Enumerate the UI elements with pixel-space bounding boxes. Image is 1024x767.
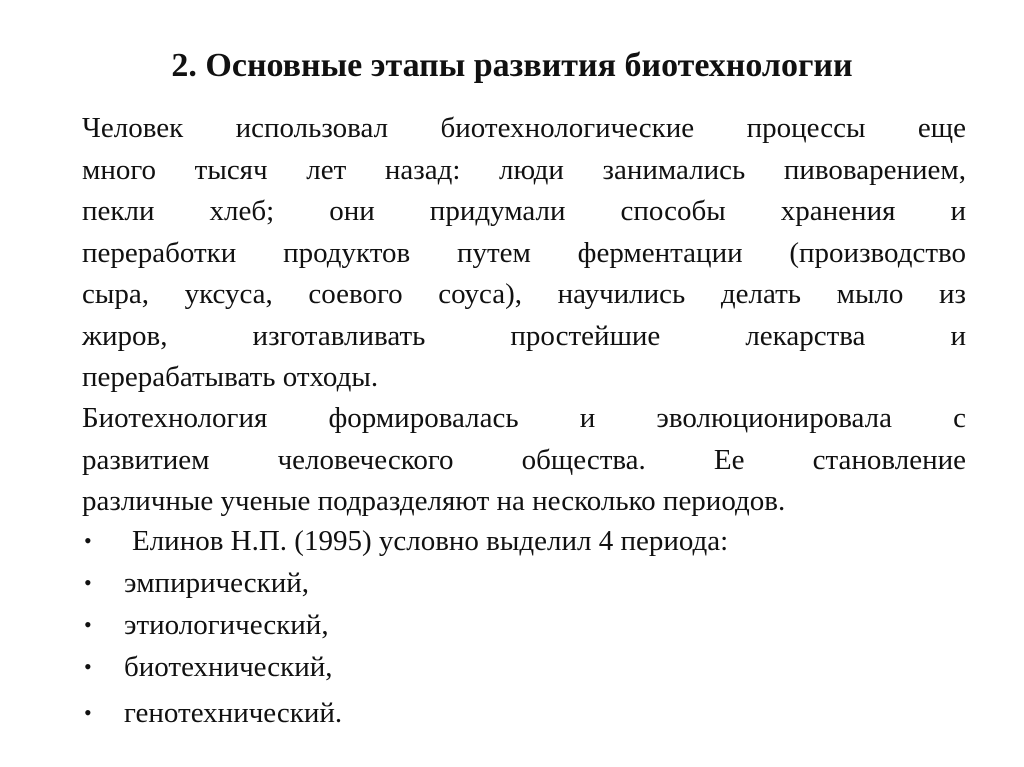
periods-list [82, 520, 966, 734]
list-item [82, 646, 966, 688]
bullet-icon: • [84, 654, 92, 679]
paragraph-line: сыра, уксуса, соевого соуса), научились делать мыло из [82, 278, 966, 310]
list-item-text: этиологический, [124, 609, 329, 641]
paragraph-line: различные ученые подразделяют на несколько периодов. [82, 485, 786, 517]
paragraph-line: Человек использовал биотехнологические процессы еще [82, 112, 966, 144]
list-item-text: Елинов Н.П. (1995) условно выделил 4 периода: [132, 525, 729, 557]
paragraph-history [82, 108, 966, 399]
list-item-text: биотехнический, [124, 651, 333, 683]
bullet-icon: • [84, 612, 92, 637]
bullet-icon: • [84, 528, 92, 553]
list-item [82, 604, 966, 646]
list-item-text: генотехнический. [124, 697, 343, 729]
paragraph-line: перерабатывать отходы. [82, 361, 379, 393]
paragraph-line: жиров, изготавливать простейшие лекарства и [82, 319, 966, 352]
paragraph-line: переработки продуктов путем ферментации (производство [82, 236, 966, 269]
paragraph-line: развитием человеческого общества. Ее становление [82, 443, 966, 476]
paragraph-line: Биотехнология формировалась и эволюционировала с [82, 402, 966, 434]
list-item [82, 562, 966, 604]
paragraph-evolution [82, 398, 966, 523]
bullet-icon: • [84, 700, 92, 725]
list-item [82, 520, 966, 562]
list-item [82, 692, 966, 734]
paragraph-line: пекли хлеб; они придумали способы хранения и [82, 195, 966, 227]
list-item-text: эмпирический, [124, 567, 310, 599]
paragraph-line: много тысяч лет назад: люди занимались пивоварением, [82, 153, 966, 186]
bullet-icon: • [84, 570, 92, 595]
slide-title: 2. Основные этапы развития биотехнологии [171, 47, 853, 84]
